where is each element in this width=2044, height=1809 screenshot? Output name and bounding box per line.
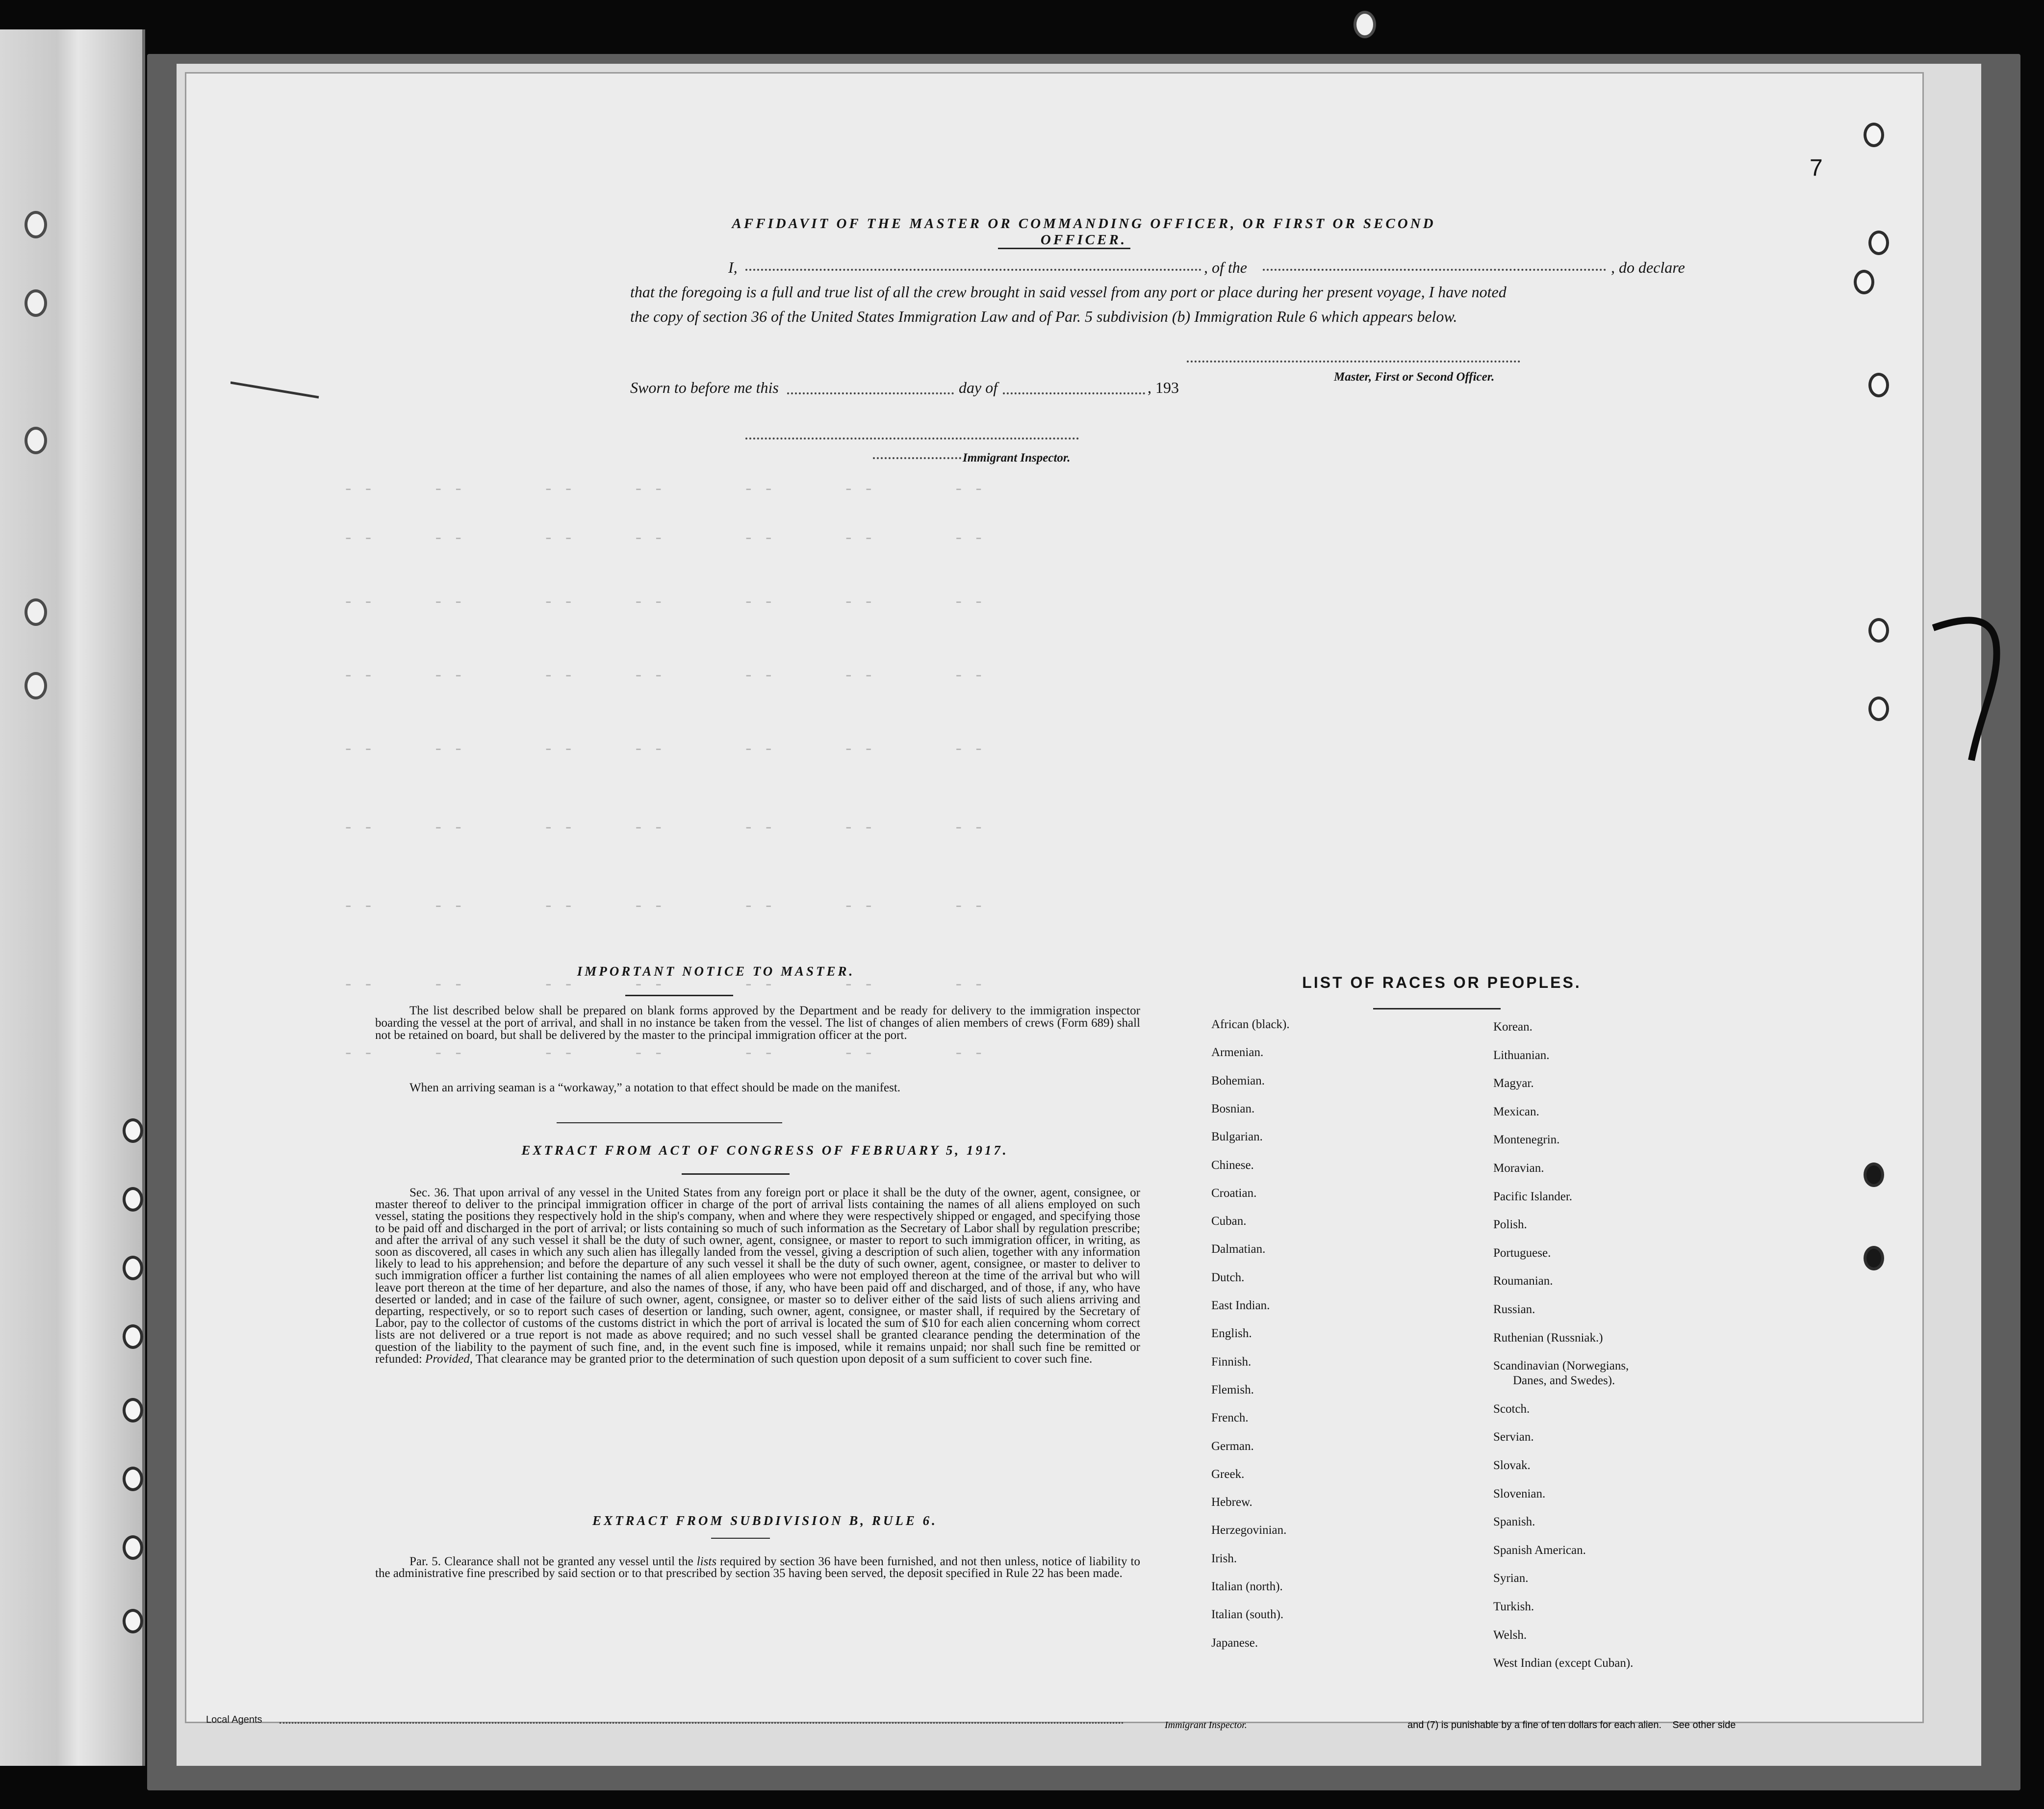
notice-paragraph-1: The list described below shall be prepared on blank forms approved by the Department and be ready for delivery to the immigration inspector boarding the vessel at the port of arrival, and shall in no instance be taken from the vessel. The list of changes of alien members of crews (Form 689) shall not be retained on board, but shall be delivered by the master to the principal immigration officer at the port. bbox=[375, 1004, 1140, 1042]
race-item: Slovenian. bbox=[1493, 1487, 1546, 1500]
punch-hole-icon bbox=[123, 1118, 143, 1143]
punch-hole-icon bbox=[123, 1398, 143, 1422]
form-page bbox=[186, 74, 1922, 1725]
affidavit-title-rule bbox=[998, 248, 1130, 249]
sworn-line bbox=[630, 379, 1268, 403]
sworn-day-field[interactable] bbox=[787, 392, 954, 394]
punch-hole-icon bbox=[1864, 1163, 1884, 1187]
race-item: Irish. bbox=[1211, 1551, 1237, 1565]
show-through-marks: - - - - - - - - - - - - - - - - - - - - - - - - - - - - - - - - - - - - - - - - - - - - - - - - - - - - - - - - - - - - - - - - - - - - - - - - - - - - - - - - - - - - - - - - - - - - - - - - - - - - - - - - - - - - - - - - - - - - - - - - - - - - - - bbox=[343, 481, 984, 1063]
punch-hole-icon bbox=[1868, 618, 1889, 643]
binder-hole-icon bbox=[25, 427, 47, 454]
proviso-label: Provided, bbox=[425, 1352, 473, 1366]
section-36-text bbox=[375, 1187, 1140, 1365]
sworn-month-field[interactable] bbox=[1003, 392, 1145, 394]
day-of-label: day of bbox=[959, 379, 998, 396]
race-item: Bohemian. bbox=[1211, 1074, 1265, 1087]
rule-extract-rule bbox=[711, 1538, 770, 1539]
punch-hole-icon bbox=[123, 1609, 143, 1633]
do-declare-label: , do declare bbox=[1611, 258, 1685, 276]
inspector-dotted-leader bbox=[873, 457, 961, 459]
race-item: Pacific Islander. bbox=[1493, 1189, 1573, 1203]
rule-extract-title: EXTRACT FROM SUBDIVISION B, RULE 6. bbox=[592, 1513, 938, 1528]
race-item: Servian. bbox=[1493, 1430, 1534, 1444]
pen-mark-icon bbox=[230, 373, 329, 402]
master-signature-label: Master, First or Second Officer. bbox=[1334, 370, 1495, 384]
race-item: Russian. bbox=[1493, 1303, 1535, 1316]
race-item: Dutch. bbox=[1211, 1270, 1245, 1284]
proviso-body: That clearance may be granted prior to the determination of such question upon deposit of a sum sufficient to cover such fine. bbox=[475, 1352, 1093, 1366]
punch-hole-icon bbox=[123, 1467, 143, 1491]
punch-hole-icon bbox=[1868, 697, 1889, 721]
see-other-side: See other side bbox=[1672, 1720, 1736, 1731]
races-title-rule bbox=[1373, 1008, 1501, 1009]
race-item: Scotch. bbox=[1493, 1402, 1530, 1416]
race-item: Finnish. bbox=[1211, 1355, 1252, 1369]
race-item: Hebrew. bbox=[1211, 1496, 1252, 1509]
race-item: English. bbox=[1211, 1327, 1252, 1341]
race-item: Croatian. bbox=[1211, 1186, 1257, 1200]
race-item: Italian (south). bbox=[1211, 1608, 1284, 1622]
affidavit-line-3: the copy of section 36 of the United States Immigration Law and of Par. 5 subdivision (b) Immigration Rule 6 which appears below. bbox=[630, 308, 1457, 325]
of-the-label: , of the bbox=[1204, 258, 1247, 276]
master-signature-field[interactable] bbox=[1187, 361, 1520, 362]
race-item: Bosnian. bbox=[1211, 1102, 1255, 1115]
local-agents-label: Local Agents bbox=[206, 1714, 262, 1725]
affidavit-title: AFFIDAVIT OF THE MASTER OR COMMANDING OFFICER, OR FIRST OR SECOND OFFICER. bbox=[732, 216, 1436, 248]
punch-hole-icon bbox=[123, 1535, 143, 1560]
notice-divider bbox=[557, 1122, 782, 1123]
sworn-year-label: , 193 bbox=[1148, 379, 1179, 396]
race-item: Polish. bbox=[1493, 1218, 1527, 1232]
race-item: Flemish. bbox=[1211, 1383, 1254, 1396]
race-item: Korean. bbox=[1493, 1020, 1533, 1034]
punch-hole-icon bbox=[123, 1324, 143, 1349]
punch-hole-icon bbox=[123, 1256, 143, 1280]
race-item: Armenian. bbox=[1211, 1046, 1264, 1060]
vessel-name-field[interactable] bbox=[1263, 269, 1606, 271]
race-item: African (black). bbox=[1211, 1018, 1290, 1031]
race-item: Magyar. bbox=[1493, 1077, 1534, 1090]
race-item: Montenegrin. bbox=[1493, 1133, 1560, 1147]
race-item: East Indian. bbox=[1211, 1299, 1270, 1312]
race-item: Syrian. bbox=[1493, 1572, 1529, 1585]
footer-fine-sentence: and (7) is punishable by a fine of ten dollars for each alien. bbox=[1407, 1720, 1662, 1731]
binder-hole-icon bbox=[25, 598, 47, 626]
race-item: Spanish. bbox=[1493, 1515, 1535, 1529]
race-item: Dalmatian. bbox=[1211, 1242, 1266, 1256]
race-item: West Indian (except Cuban). bbox=[1493, 1656, 1634, 1670]
punch-hole-icon bbox=[1864, 123, 1884, 147]
local-agents-field[interactable] bbox=[280, 1722, 1123, 1724]
inspector-signature-field[interactable] bbox=[745, 438, 1079, 439]
race-item: Turkish. bbox=[1493, 1600, 1534, 1613]
punch-hole-icon bbox=[1864, 1246, 1884, 1270]
race-item: Herzegovinian. bbox=[1211, 1524, 1287, 1537]
affidavit-declaration bbox=[630, 255, 1704, 329]
binder-hole-icon bbox=[25, 672, 47, 699]
race-item: Mexican. bbox=[1493, 1105, 1539, 1118]
binder-hole-icon bbox=[25, 289, 47, 317]
race-item: German. bbox=[1211, 1439, 1254, 1453]
race-item: Japanese. bbox=[1211, 1636, 1258, 1650]
race-item: French. bbox=[1211, 1411, 1249, 1425]
act-extract-rule bbox=[682, 1173, 790, 1175]
punch-hole-icon bbox=[123, 1187, 143, 1212]
inspector-label: Immigrant Inspector. bbox=[963, 451, 1071, 465]
sworn-label: Sworn to before me this bbox=[630, 379, 779, 396]
race-item: Spanish American. bbox=[1493, 1543, 1586, 1557]
race-item: Cuban. bbox=[1211, 1215, 1247, 1228]
race-item: Italian (north). bbox=[1211, 1580, 1283, 1593]
punch-hole-icon bbox=[1854, 270, 1874, 294]
race-item: Danes, and Swedes). bbox=[1513, 1374, 1615, 1388]
pen-mark-icon bbox=[1932, 613, 2011, 770]
race-item: Portuguese. bbox=[1493, 1246, 1551, 1260]
race-item: Chinese. bbox=[1211, 1158, 1254, 1172]
act-extract-title: EXTRACT FROM ACT OF CONGRESS OF FEBRUARY 5, 1917. bbox=[521, 1143, 1009, 1158]
page-number: 7 bbox=[1810, 155, 1823, 181]
punch-hole-icon bbox=[1868, 373, 1889, 397]
binder-hole-icon bbox=[25, 211, 47, 238]
race-item: Bulgarian. bbox=[1211, 1130, 1263, 1144]
race-item: Ruthenian (Russniak.) bbox=[1493, 1331, 1603, 1344]
race-item: Greek. bbox=[1211, 1467, 1245, 1481]
race-item: Roumanian. bbox=[1493, 1274, 1553, 1288]
par-5-text bbox=[375, 1556, 1140, 1579]
local-agents-line bbox=[206, 1714, 1128, 1734]
section-body: That upon arrival of any vessel in the United States from any foreign port or place it shall be the duty of the owner, agent, consignee, or master thereof to deliver to the principal immigration officer in charge of the port of arrival lists containing the names of all aliens employed on such vessel, stating the positions they respectively hold in the ship's company, when and where they were respectively shipped or engaged, and specifying those to be paid off and discharged in the port of arrival; or lists containing so much of such information as the Secretary of Labor shall by regulation prescribe; and after the arrival of any such vessel it shall be the duty of such owner, agent, consignee, or master to report to such immigration officer, in writing, as soon as discovered, all cases in which any such alien has illegally landed from the vessel, giving a description of such alien, together with any information likely to lead to his apprehension; and before the departure of any such vessel it shall be the duty of such owner, agent, consignee, or master to deliver to such immigration officer a further list containing the names of all alien employees who were not employed thereon at the time of the arrival but who will leave port thereon at the time of her departure, and also the names of those, if any, who have been paid off and discharged, and of those, if any, who have deserted or landed; and in case of the failure of such owner, agent, consignee, or master so to deliver either of the said lists of such aliens arriving and departing, respectively, or so to report such cases of desertion or landing, such owner, agent, consignee, or master shall, if required by the Secretary of Labor, pay to the collector of customs of the customs district in which the port of arrival is located the sum of $10 for each alien concerning whom correct lists are not delivered or a true report is not made as above required; and no such vessel shall be granted clearance pending the determination of the question of the liability to the payment of such fine, and, in the event such fine is imposed, while it remains unpaid; nor shall such fine be remitted or refunded: bbox=[375, 1186, 1140, 1366]
par-body-b: required by section 36 have been furnished, and not then unless, notice of liability to the administrative fine prescribed by said section or to that prescribed by section 35 having been served, the deposit specified in Rule 22 has been made. bbox=[375, 1555, 1141, 1580]
binder-strip bbox=[0, 29, 145, 1766]
race-item: Welsh. bbox=[1493, 1628, 1527, 1642]
affidavit-line-2: that the foregoing is a full and true list of all the crew brought in said vessel from any port or place during her present voyage, I have noted bbox=[630, 283, 1507, 301]
footer-inspector-label: Immigrant Inspector. bbox=[1165, 1720, 1247, 1731]
punch-hole-icon bbox=[1868, 231, 1889, 255]
race-item: Scandinavian (Norwegians, bbox=[1493, 1359, 1629, 1373]
races-title: LIST OF RACES OR PEOPLES. bbox=[1302, 974, 1582, 991]
notice-paragraph-2: When an arriving seaman is a “workaway,” a notation to that effect should be made on the manifest. bbox=[409, 1081, 901, 1094]
par-body-a: Clearance shall not be granted any vessel until the bbox=[444, 1555, 693, 1568]
declarant-name-field[interactable] bbox=[745, 269, 1201, 271]
binder-hole-icon bbox=[1354, 11, 1376, 38]
par-label: Par. 5. bbox=[409, 1555, 441, 1568]
race-item: Slovak. bbox=[1493, 1459, 1531, 1472]
footer-fine-text bbox=[1407, 1720, 1736, 1731]
section-label: Sec. 36. bbox=[409, 1186, 450, 1199]
notice-title-rule bbox=[625, 995, 733, 996]
par-lists-word: lists bbox=[696, 1555, 717, 1568]
notice-title: IMPORTANT NOTICE TO MASTER. bbox=[577, 964, 855, 979]
affidavit-i-label: I, bbox=[728, 258, 738, 276]
race-item: Moravian. bbox=[1493, 1162, 1544, 1175]
race-item: Lithuanian. bbox=[1493, 1048, 1550, 1062]
